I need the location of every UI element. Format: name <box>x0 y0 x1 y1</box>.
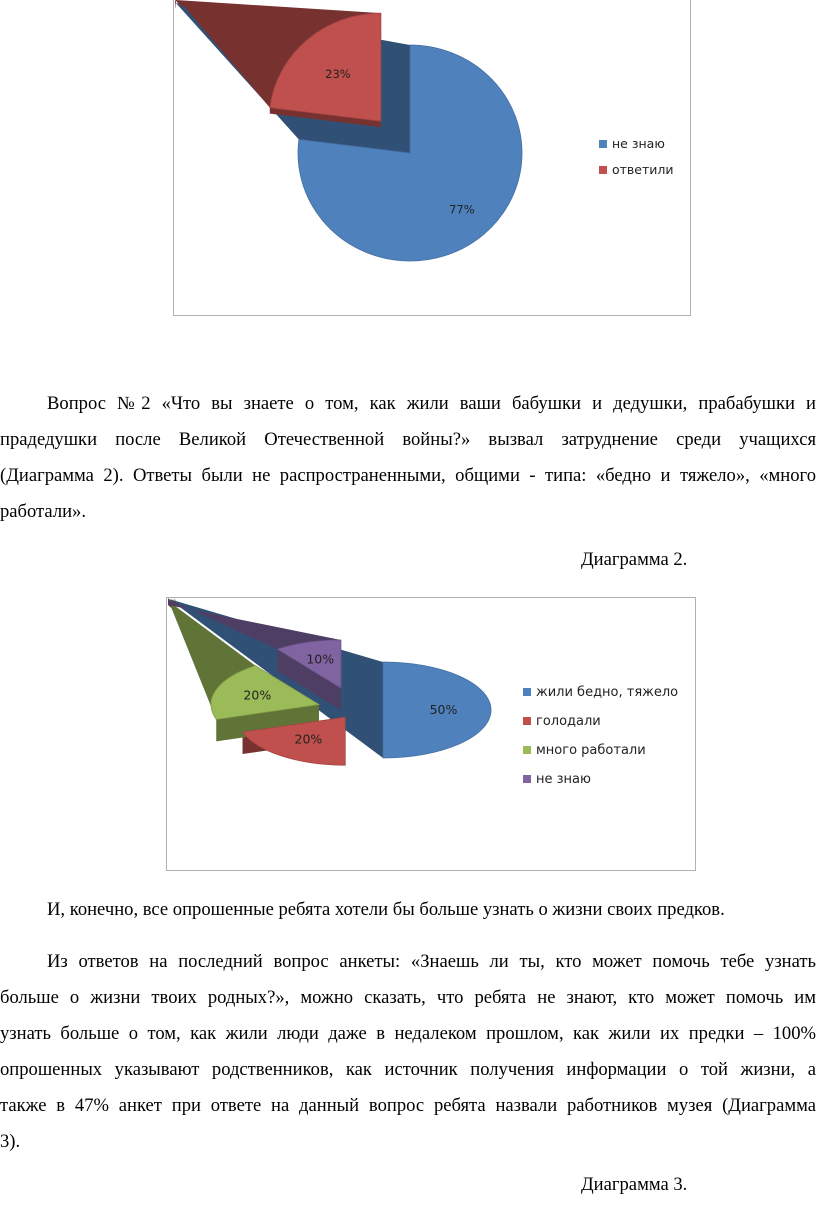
pie-data-label: 20% <box>243 687 272 703</box>
legend-swatch <box>523 688 531 696</box>
legend-entry: голодали <box>536 714 601 729</box>
chart-2-svg <box>167 598 697 872</box>
pie-data-label: 50% <box>429 702 458 717</box>
legend-entry: не знаю <box>612 136 665 151</box>
paragraph-line: Из ответов на последний вопрос анкеты: «Знаешь ли ты, кто может помочь тебе узнать <box>47 951 816 972</box>
legend-entry: жили бедно, тяжело <box>536 685 679 700</box>
paragraph-line: опрошенных указывают родственников, как источник получения информации о той жизни, а <box>0 1059 816 1080</box>
legend-swatch <box>599 166 607 174</box>
paragraph-line: узнать больше о том, как жили люди даже в недалеком прошлом, как жили их предки – 100% <box>0 1023 816 1044</box>
legend-swatch <box>523 717 531 725</box>
chart-1 <box>173 0 691 316</box>
legend-swatch <box>523 746 531 754</box>
paragraph-line: работали». <box>0 501 87 522</box>
legend-swatch <box>599 140 607 148</box>
paragraph-line: 3). <box>0 1131 21 1152</box>
paragraph-line: больше о жизни твоих родных?», можно сказать, что ребята не знают, кто может помочь им <box>0 987 816 1008</box>
paragraph-curiosity: И, конечно, все опрошенные ребята хотели бы больше узнать о жизни своих предков. <box>47 899 725 920</box>
legend-entry: много работали <box>536 743 646 758</box>
paragraph-last-question <box>0 944 816 1160</box>
legend-entry: ответили <box>612 162 674 177</box>
paragraph-line: также в 47% анкет при ответе на данный вопрос ребята назвали работников музея (Диаграмма <box>0 1095 816 1116</box>
chart-2 <box>166 597 696 871</box>
paragraph-line: (Диаграмма 2). Ответы были не распространенными, общими - типа: «бедно и тяжело», «много <box>0 465 816 486</box>
chart-1-svg <box>174 0 692 316</box>
pie-data-label: 77% <box>449 202 475 217</box>
pie-data-label: 20% <box>294 731 323 747</box>
paragraph-line: Вопрос №2 «Что вы знаете о том, как жили ваши бабушки и дедушки, прабабушки и <box>47 393 816 414</box>
legend-entry: не знаю <box>536 772 591 787</box>
diagram-2-caption: Диаграмма 2. <box>581 549 688 570</box>
diagram-3-caption: Диаграмма 3. <box>581 1174 688 1195</box>
paragraph-line: прадедушки после Великой Отечественной войны?» вызвал затруднение среди учащихся <box>0 429 816 450</box>
paragraph-question-2 <box>0 386 816 530</box>
pie-data-label: 23% <box>325 67 351 82</box>
pie-data-label: 10% <box>306 651 335 667</box>
legend-swatch <box>523 775 531 783</box>
